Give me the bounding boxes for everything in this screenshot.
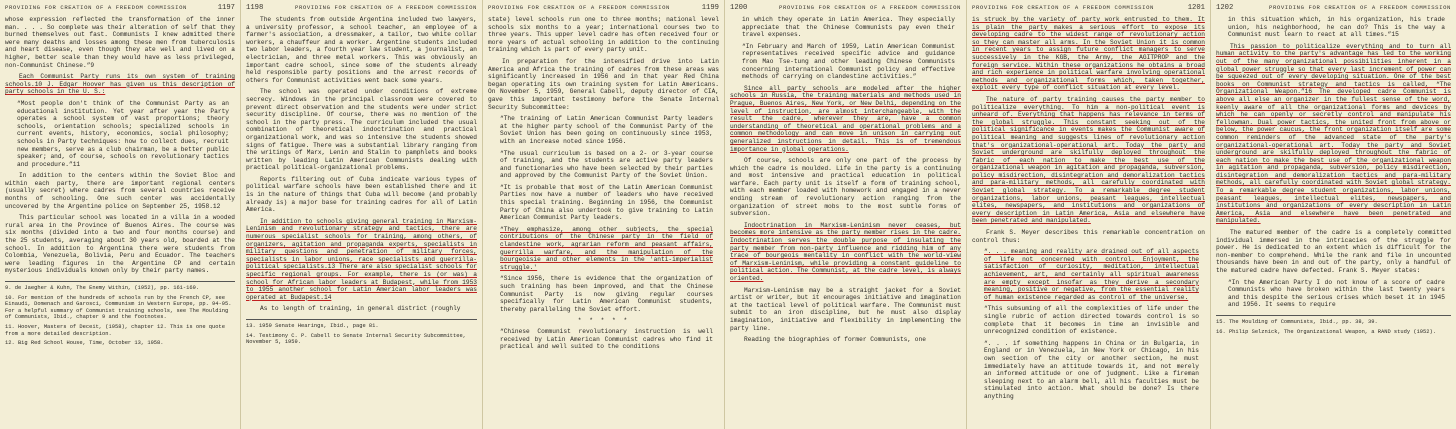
paragraph: whose expression reflected the transformation of the inner man. . . . So complete was their alteration of self that they burned themselves out fast. Communists I knew admitted there were many deaths and losses among these men from tuberculosis and heart disease, even though they ate well and lived on a higher, better scale than they would have as less privileged, non-Communist Chinese.”9 [5,16,235,69]
paragraph: In addition to schools giving general training in Marxism-Leninism and revolutionary strategy and tactics, there are numerous specialist schools for training, among others, of organizers, agitation and propaganda experts, specialists in military questions and penetration of military forces, specialists in labor unions, race specialists and guerrilla-political specialists.13 There are also specialist schools for specific regional groups. For example, there is (or was) a school for African labor leaders at Budapest, while from 1953 to 1955 another school for Latin American labor leaders was operated at Budapest.14 [246,217,477,301]
block-quote: “Most people don't think of the Communist Party as an educational institution. Yet year after year the Party operates a school system of vast proportions; theory schools, orientation schools; specialized schools in current events, history, economics, social philosophy; schools in Party techniques: how to collect dues, recruit new members, serve as a club chairman, be a better public speaker; and, of course, schools on revolutionary tactics and procedure.”11 [17,99,229,168]
paragraph: Of course, schools are only one part of the process by which the cadre is moulded. Life in the party is a continuing and most intensive and practical education in political warfare. Each party unit is itself a form of training school, with each member loaded with homework and engaged in a never ending stream of revolutionary action ranging from the organization of street mobs to the most subtle forms of subversion. [730,157,961,218]
footnote: 10. For mention of the hundreds of schools run by the French CP, see Einaudi, Domenach and Garosci, Communism in Western Europe, pp. 94-95. For a helpful summary of Communist training schools, see The Moulding of Communists, Ibid., chapter 9 and the footnotes. [5,294,232,321]
block-quote: in this situation which, in his organization, his trade union, his neighborhood, he can do? This is the way a Communist must learn to react at all times.”15 [1228,16,1445,39]
page-1201 [966,0,1210,429]
block-quote: “The usual curriculum is based on a 2- or 3-year course of training, and the students are active party leaders and functionaries who have been selected by their parties and approved by the Communist Party of the Soviet Union. [500,149,713,180]
paragraph: This passion to politicalize everything and to turn all human activity to the party's advantage has led to the working out of the many organizational possibilities inherent in a global power struggle so that every last increment of power can be squeezed out of every developing situation. One of the best books on Communist strategy and tactics is called, “The Organizational Weapon.”16 The developed cadre Communist is above all else an organizer in the fullest sense of the word, keenly aware of all the organizational forms and devices by which he can openly or secretly control and manipulate his fellowman. Dual power tactics, the united front from above or below, the power caucus, the front organization itself are some common reminders of the advanced state of the party's organizational-operational art. Today the party and Soviet underground are skilfully deployed throughout the fabric of each nation to make the best use of the organizational weapon in agitation and propaganda, subversion, policy misdirection, disintegration and demoralization tactics and para-military methods, all carefully coordinated with Soviet global strategy. To a remarkable degree student organizations, labor unions, peasant leagues, intellectual elites, newspapers, and institutions and organizations of every description in Latin America, Asia and elsewhere have been penetrated and manipulated. [1216,42,1451,225]
paragraph: The nature of party training causes the party member to politicalize everything. To him a non-political event is unheard of. Everything that happens has relevance in terms of the global struggle. This constant seeking out of the political significance in events makes the Communist aware of political meaning and suggests lines of revolutionary action that's organizational-operational art. Today the party and Soviet underground are skilfully deployed throughout the fabric of each nation to make the best use of the organizational weapon in agitation and propaganda, subversion, policy misdirection, disintegration and demoralization tactics and para-military methods, all carefully coordinated with Soviet global strategy. To a remarkable degree student organizations, labor unions, peasant leagues, intellectual elites, newspapers, and institutions and organizations of every description in Latin America, Asia and elsewhere have been penetrated and manipulated. [972,95,1205,225]
footnote: 14. Testimony C. P. Cabell to Senate Internal Security Subcommittee, November 5, 1959. [246,332,466,346]
footnote: 12. Big Red School House, Time, October 13, 1958. [5,340,164,347]
page-number: 1198 [246,4,264,12]
page-1200 [724,0,966,429]
page-number: 1201 [1187,4,1205,12]
header-title: PROVIDING FOR CREATION OF A FREEDOM COMMISSION [1268,4,1451,11]
block-quote: “They emphasize, among other subjects, the special contributions of the Chinese party in the field of clandestine work, agrarian reform and peasant affairs, guerrilla warfare, and the manipulation of the bourgeoisie and other elements in the 'anti-imperialist struggle.' [500,225,713,271]
page-header [488,4,719,13]
paragraph: This particular school was located in a villa in a wooded rural area in the Province of Buenos Aires. The course was six months (divided into a two and four months course) and the 25 students, averaging about 30 years old, boarded at the school. In addition to Argentina there were students from Colombia, Venezuela, Bolivia, Peru and Ecuador. The teachers were leading figures in the Argentine CP and certain mysterious individuals known only by their party names. [5,214,235,275]
paragraph: Since all party schools are modeled after the higher schools in Russia, the training materials and methods used in Prague, Buenos Aires, New York, or New Delhi, depending on the level of instruction, are almost interchangeable, with the result the cadre, wherever they are, have a common understanding of theoretical and operational problems and a common methodology and can move in unison in carrying out generalized instructions in detail. This is of tremendous importance in global operations. [730,84,961,153]
paragraph: Reports filtering out of Cuba indicate various types of political warfare schools have been established there and it is in the nature of things that Cuba will become (and probably already is) a major base for training cadres for all of Latin America. [246,175,477,214]
block-quote: “This subsuming of all the complexities of life under the single rubric of action directed towards control is so complete that it becomes in time an invisible and unrecognized condition of existence. [984,305,1199,336]
header-title: PROVIDING FOR CREATION OF A FREEDOM COMMISSION [488,4,671,11]
footnotes [246,319,477,346]
paragraph: The students from outside Argentina included two lawyers, a university professor, a school teacher, an employee of a farmer's association, a dressmaker, a tailor, two white collar workers, a chauffeur and a worker. Argentine students included two labor leaders, a fourth year law student, a journalist, an electrician, and three metal workers. This was obviously an important cadre school, since some of the students already held responsible party positions and the arrest records of others for Communist activities went back some years. [246,16,477,84]
paragraph: is struck by the variety of party work entrusted to them. It is plain the party makes a serious effort to expose its developing cadre to the widest range of revolutionary action so they can master all arms. In the Soviet Union it is common in recent years to assign future conflict managers to serve successively in the KGB, the Army, the AGITPROP and the foreign service. Within these organizations he obtains a broad and rich experience in political warfare involving operational methods and organizational forms which, taken together, exploit every type of conflict situation at every level. [972,16,1205,92]
footnote: 16. Philip Selznick, The Organizational Weapon, a RAND study (1952). [1216,328,1436,335]
block-quote: “It is probable that most of the Latin American Communist Parties now have a number of leaders who have received this special training. Beginning in 1956, the Communist Party of China also undertook to give training to Latin American Communist Party leaders. [500,183,713,222]
page-header [1216,4,1451,13]
block-quote: “Chinese Communist revolutionary instruction is well received by Latin American Communist cadres who find it practical and well suited to the conditions [500,327,713,351]
page-body [972,16,1205,401]
footnote: 11. Hoover, Masters of Deceit, (1958), chapter 12. This is one quote from a more detailed description. [5,323,225,337]
block-quote: “The training of Latin American Communist Party leaders at the higher party school of the Communist Party of the Soviet Union has been going on continuously since 1953, with an increase noted since 1956. [500,115,713,145]
page-1198 [240,0,482,429]
header-title: PROVIDING FOR CREATION OF A FREEDOM COMMISSION [972,4,1155,11]
page-body [246,16,477,313]
footnotes [5,281,235,347]
page-number: 1202 [1216,4,1234,12]
section-ornament: * * * * * [577,317,630,325]
paragraph: In preparation for the intensified drive into Latin America and Africa the training of cadres from these areas was significantly increased in 1956 and in that year Red China began operating its own training system for Latin Americans. On November 5, 1959, General Cabell, deputy director of CIA, gave this important testimony before the Senate Internal Security Subcommittee: [488,57,719,111]
page-body [1216,16,1451,309]
footnote: 15. The Moulding of Communists, Ibid., pp. 38, 39. [1216,318,1378,325]
block-quote: in which they operate in Latin America. They especially appreciate that the Chinese Communists pay even their travel expenses. [742,16,955,39]
page-number: 1200 [730,4,748,12]
header-title: PROVIDING FOR CREATION OF A FREEDOM COMMISSION [778,4,961,11]
page-number: 1197 [217,4,235,12]
paragraph: state) level schools run one to three months; national level schools six months to a year; international courses two to three years. This upper level cadre has often received four or more years of actual schooling in addition to the continuing training which is part of every party unit. [488,16,719,54]
block-quote: “In February and March of 1959, Latin American Communist representatives received specific advice and guidance from Mao Tse-tung and other leading Chinese Communists concerning international Communist policy and effective methods of carrying on clandestine activities.” [742,42,955,81]
page-body [730,16,961,344]
footnotes [1216,315,1451,335]
paragraph: Each Communist Party runs its own system of training schools.10 J. Edgar Hoover has given us this description of party schools in the U. S.: [5,73,235,96]
page-header [5,4,235,13]
header-title: PROVIDING FOR CREATION OF A FREEDOM COMMISSION [294,4,477,11]
page-header [730,4,961,13]
page-1202 [1210,0,1456,429]
page-1197 [0,0,240,429]
footnote: 13. 1959 Senate Hearings, Ibid., page 81. [246,322,379,329]
paragraph: Reading the biographies of former Communists, one [744,336,926,344]
paragraph: As to length of training, in general district (roughly [260,305,461,313]
page-1199 [482,0,724,429]
page-body [5,16,235,275]
paragraph: Frank S. Meyer describes this remarkable concentration on control thus: [972,229,1205,244]
header-title: PROVIDING FOR CREATION OF A FREEDOM COMMISSION [5,4,188,11]
paragraph: In addition to the centers within the Soviet Bloc and within each party, there are important regional centers (usually secret) where cadres from several countries receive months of schooling. One such center was accidentally uncovered by the Argentine police on September 25, 1958.12 [5,172,235,210]
page-body [488,16,719,351]
page-header [972,4,1205,13]
block-quote: “Since 1956, there is evidence that the organization of such training has been improved, and that the Chinese Communist Party is now giving regular courses specifically for Latin American Communist students, thereby paralleling the Soviet effort. [500,275,713,313]
page-number: 1199 [701,4,719,12]
paragraph: The school was operated under conditions of extreme secrecy. Windows in the principal classroom were covered to prevent direct observation and the students were under strict security discipline. Of course, there was no mention of the school in the party press. The curriculum included the usual combination of theoretical indoctrination and practical organizational work, and was so intensive the students showed signs of fatigue. There was a substantial library ranging from the writings of Marx, Lenin and Stalin to pamphlets and books written by leading Latin American Communists dealing with practical political-organizational problems. [246,88,477,172]
paragraph: Indoctrination in Marxism-Leninism never ceases, but becomes more intensive as the party member rises in the cadre. Indoctrination serves the double purpose of insulating the party member from non-party influence and ridding him of any trace of bourgeois mentality in conflict with the world-view of Marxism-Leninism, while providing a constant guideline to political action. The Communist, at the cadre level, is always oriented. [730,221,961,282]
footnote: 9. de Jaegher & Kuhn, The Enemy Within, (1952), pp. 161-169. [5,285,200,291]
block-quote: “In the American Party I do not know of a score of cadre Communists who have broken within the last twenty years and this despite the serious crises which beset it in 1945 and 1956. It seems to require [1228,278,1445,309]
block-quote: “. . . if something happens in China or in Bulgaria, in England or in Venezuela, in New York or Chicago, in his own section of the city or another section, he must immediately have an attitude towards it, and not merely an informed attitude or one of judgment. Like a fireman sleeping next to an alarm bell, all his faculties must be stimulated into action. What should be done? Is there anything [984,339,1199,400]
paragraph: Marxism-Leninism may be a straight jacket for a Soviet artist or writer, but it encourages initiative and imagination at the tactical level of political warfare. The Communist must submit to an iron discipline, but he must also display imagination, initiative and flexibility in implementing the party line. [730,286,961,332]
paragraph: The matured member of the cadre is a completely committed individual immersed in the intricacies of the struggle for power. He is dedicated to an extent which is difficult for the non-member to comprehend. While the rank and file in uncounted thousands have been in and out of the party, only a handful of the matured cadre have defected. Frank S. Meyer states: [1216,229,1451,274]
block-quote: “. . . meaning and reality are drained out of all aspects of life not concerned with control. Enjoyment, the satisfaction of curiosity, meditation, intellectual achievement, art, and certainly all spiritual awareness are empty except insofar as they derive a secondary meaning, positive or negative, from the essential reality of human existence regarded as control of the universe. [984,248,1199,301]
page-header [246,4,477,13]
